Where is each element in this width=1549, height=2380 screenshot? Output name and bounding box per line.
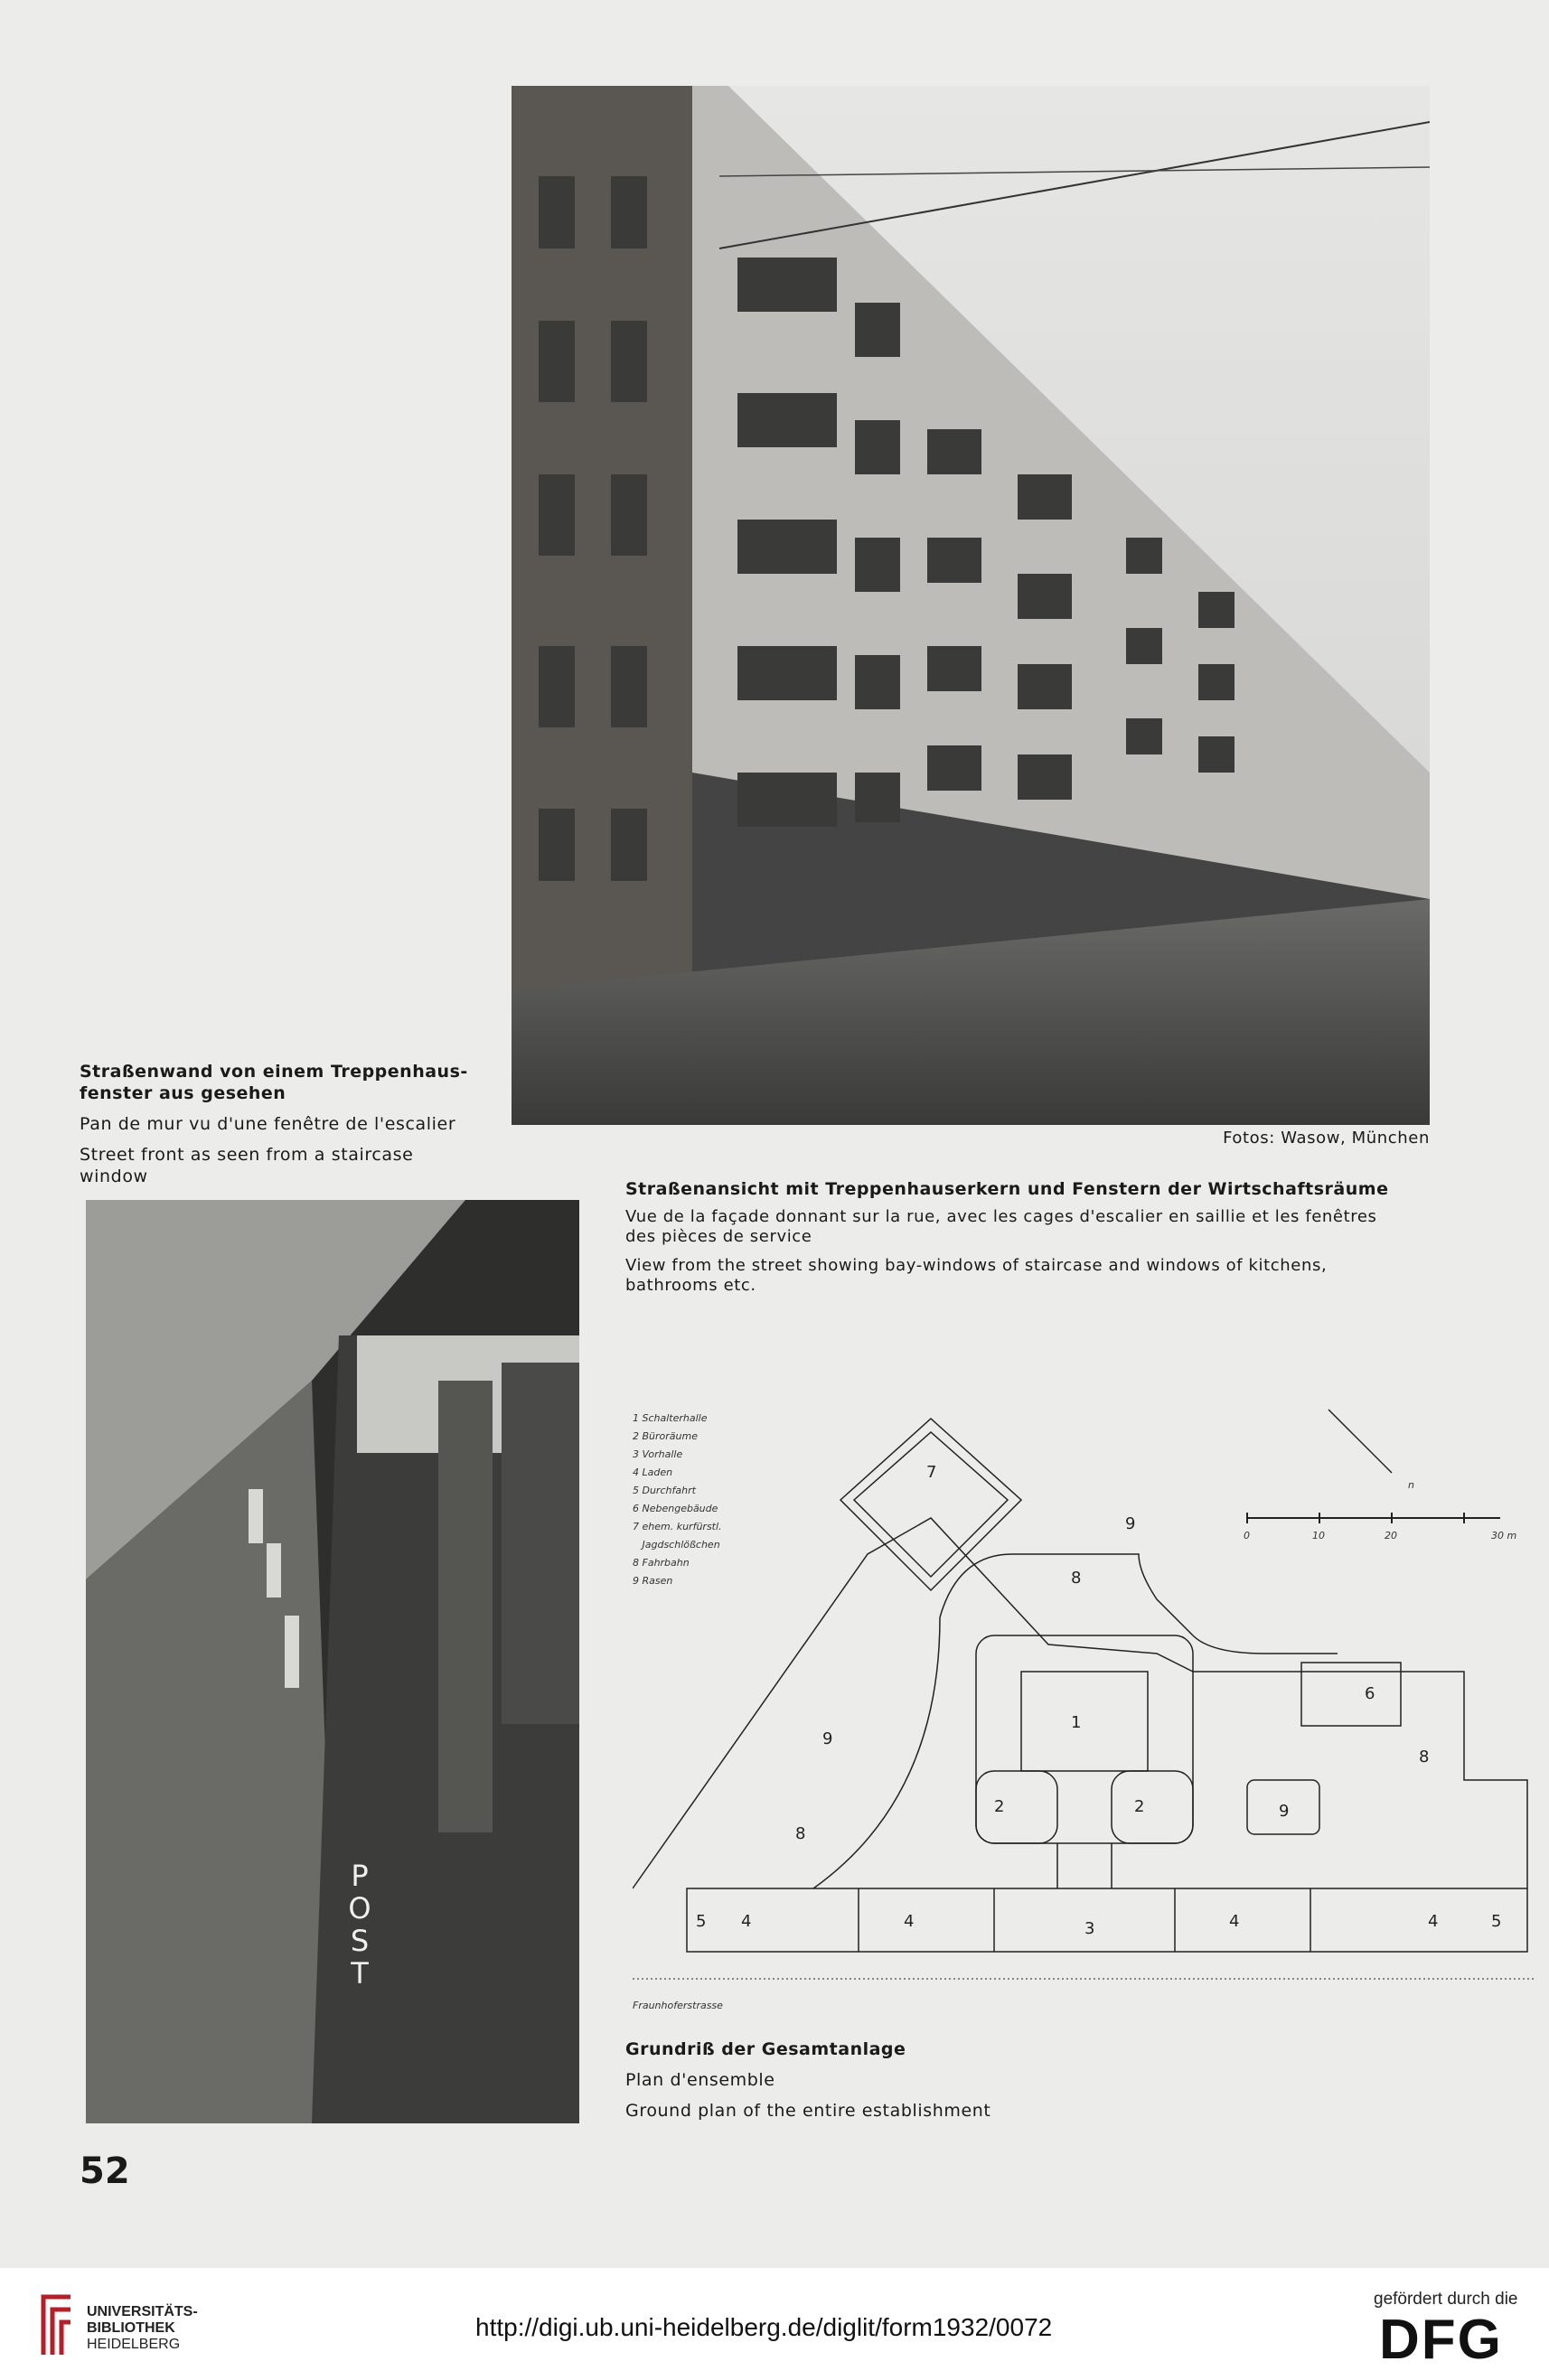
library-name	[87, 2304, 198, 2353]
ground-plan	[633, 1401, 1536, 2024]
caption-left-french: Pan de mur vu d'une fenêtre de l'escalier	[80, 1114, 456, 1134]
scale-label-10: 10	[1312, 1530, 1325, 1541]
plan-caption	[625, 2038, 1258, 2122]
legend-item: 8 Fahrbahn	[633, 1557, 690, 1569]
legend-item: 2 Büroräume	[633, 1430, 698, 1442]
svg-text:1: 1	[1071, 1713, 1082, 1732]
footer	[0, 2268, 1549, 2380]
caption-left-title-line2: fenster aus gesehen	[80, 1083, 286, 1103]
svg-text:3: 3	[1084, 1919, 1095, 1938]
dfg-logo: DFG	[1379, 2309, 1503, 2371]
street-label: Fraunhoferstrasse	[633, 2000, 723, 2011]
scale-label-30: 30 m	[1491, 1530, 1517, 1541]
legend-item: 3 Vorhalle	[633, 1448, 683, 1460]
plan-caption-english: Ground plan of the entire establishment	[625, 2101, 991, 2121]
page-number: 52	[80, 2150, 130, 2192]
svg-text:5: 5	[1491, 1912, 1502, 1931]
legend-item: 7 ehem. kurfürstl.	[633, 1521, 722, 1532]
svg-text:8: 8	[795, 1824, 806, 1843]
library-logo-icon	[34, 2290, 74, 2362]
post-sign: POST	[348, 1859, 371, 1991]
caption-right-french-line2: des pièces de service	[625, 1227, 812, 1246]
library-line2: BIBLIOTHEK	[87, 2320, 175, 2336]
legend-item: 5 Durchfahrt	[633, 1485, 696, 1496]
svg-text:9: 9	[822, 1729, 833, 1748]
caption-right-french-line1: Vue de la façade donnant sur la rue, avec les cages d'escalier en saillie et les fenêtres	[625, 1207, 1377, 1226]
funding-text: gefördert durch die	[1374, 2290, 1518, 2309]
caption-right-english-line1: View from the street showing bay-windows of staircase and windows of kitchens,	[625, 1256, 1328, 1275]
svg-text:4: 4	[1229, 1912, 1240, 1931]
svg-text:4: 4	[904, 1912, 915, 1931]
caption-left-english: Street front as seen from a staircase window	[80, 1145, 414, 1186]
caption-right	[625, 1178, 1439, 1296]
legend-item: Jagdschlößchen	[633, 1539, 720, 1551]
scale-label-0: 0	[1244, 1530, 1250, 1541]
north-label: n	[1408, 1479, 1414, 1491]
caption-right-title: Straßenansicht mit Treppenhauserkern und Fenstern der Wirtschaftsräume	[625, 1179, 1389, 1199]
svg-text:8: 8	[1071, 1569, 1082, 1588]
svg-text:4: 4	[1428, 1912, 1439, 1931]
svg-text:6: 6	[1365, 1684, 1375, 1703]
legend-item: 1 Schalterhalle	[633, 1412, 708, 1424]
svg-text:8: 8	[1419, 1748, 1430, 1766]
plan-caption-title: Grundriß der Gesamtanlage	[625, 2039, 906, 2059]
caption-left-title-line1: Straßenwand von einem Treppenhaus-	[80, 1062, 468, 1082]
source-url-link[interactable]: http://digi.ub.uni-heidelberg.de/diglit/form1932/0072	[475, 2313, 1053, 2341]
svg-text:2: 2	[1134, 1797, 1145, 1816]
library-line1: UNIVERSITÄTS-	[87, 2304, 198, 2319]
svg-text:9: 9	[1125, 1514, 1136, 1533]
plan-legend	[633, 1410, 777, 1590]
svg-text:2: 2	[994, 1797, 1005, 1816]
legend-item: 4 Laden	[633, 1466, 673, 1478]
svg-text:7: 7	[926, 1463, 937, 1482]
legend-item: 6 Nebengebäude	[633, 1503, 718, 1514]
legend-item: 9 Rasen	[633, 1575, 673, 1587]
svg-text:5: 5	[696, 1912, 707, 1931]
photo-credit: Fotos: Wasow, München	[1223, 1129, 1430, 1148]
library-line3: HEIDELBERG	[87, 2337, 181, 2352]
svg-text:9: 9	[1279, 1802, 1290, 1821]
plan-caption-french: Plan d'ensemble	[625, 2070, 775, 2090]
street-facade-photo	[512, 86, 1430, 1125]
staircase-view-photo	[86, 1200, 579, 2123]
caption-left	[80, 1061, 486, 1187]
caption-right-english-line2: bathrooms etc.	[625, 1276, 756, 1295]
scale-label-20: 20	[1385, 1530, 1397, 1541]
svg-text:4: 4	[741, 1912, 752, 1931]
